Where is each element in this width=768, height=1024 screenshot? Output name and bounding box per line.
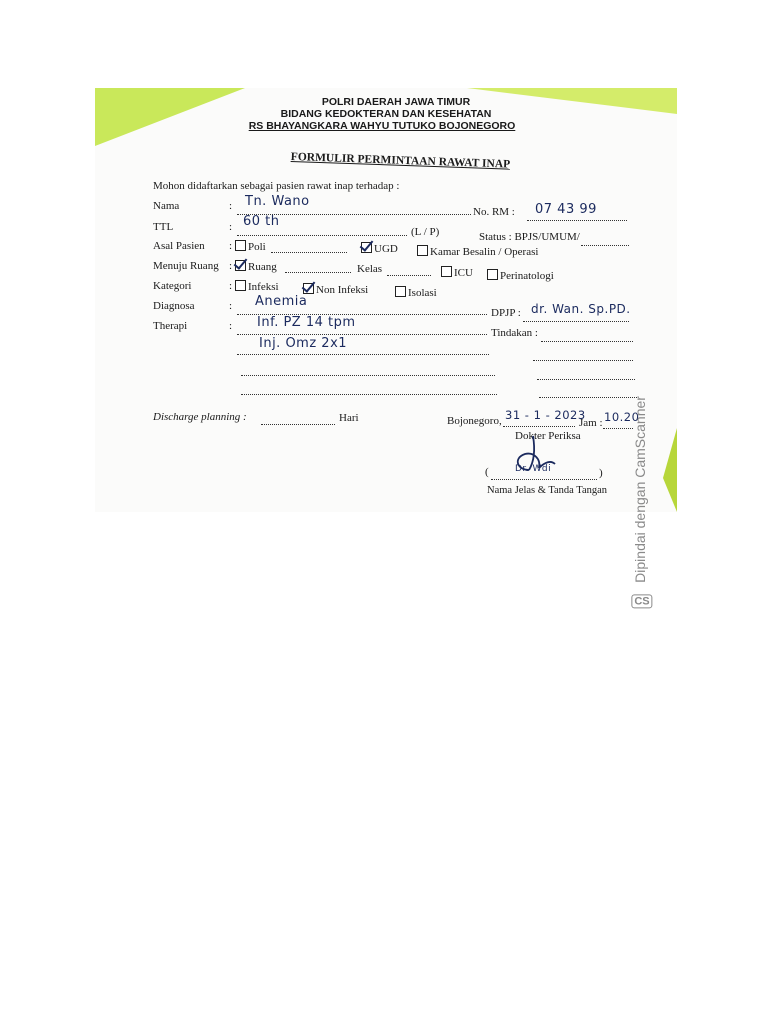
option-infeksi: Infeksi [235,280,279,293]
jam-label: Jam : [579,417,603,429]
perinatologi-checkbox [487,269,498,280]
status-label: Status : BPJS/UMUM/ [479,231,580,243]
isolasi-checkbox [395,286,406,297]
no-rm-value: 07 43 99 [535,202,597,217]
signature-name: Dr. Wdi [515,464,552,474]
diagnosa-value: Anemia [255,294,308,309]
scanned-document: POLRI DAERAH JAWA TIMUR BIDANG KEDOKTERAN DAN KESEHATAN RS BHAYANGKARA WAHYU TUTUKO BOJONEGORO FORMULIR PERMINTAAN RAWAT INAP Mohon didaftarkan sebagai pasien rawat inap terhadap : Nama : Tn. Wano No. RM : 07 43 99 TTL : 60 th (L / P) Status : BPJS/UMUM/ Asal Pasien : Poli UGD Kamar Besalin / Operasi Menuju Ruang : Ruang Kelas ICU Perinatologi Kategori : Infeksi Non Infeksi Isolasi Diagnosa : Anemia DPJP : dr. Wan. Sp.PD. Therapi : Inf. PZ 14 tpm Tindakan : Inj. Omz 2x1 Discharge planning : Hari Bojonegoro, 31 - 1 - 2023 Jam : 10.20 Dokter Periksa ( Dr. Wdi ) Nama Jelas & Tanda Tangan [95,88,677,512]
option-ugd: UGD [361,242,398,255]
option-poli: Poli [235,240,266,253]
nama-value: Tn. Wano [245,194,310,209]
nama-jelas-label: Nama Jelas & Tanda Tangan [487,485,608,496]
ugd-checkbox [361,242,372,253]
lp-label: (L / P) [411,226,440,238]
form-title: FORMULIR PERMINTAAN RAWAT INAP [290,151,511,171]
dokter-periksa-label: Dokter Periksa [515,430,581,442]
form-intro: Mohon didaftarkan sebagai pasien rawat inap terhadap : [153,180,400,192]
non-infeksi-checkbox [303,283,314,294]
camscanner-watermark [632,396,649,612]
letterhead-line-1: POLRI DAERAH JAWA TIMUR [321,96,471,108]
folder-side-decoration [663,428,677,512]
kategori-label: Kategori [153,280,192,292]
discharge-planning-label: Discharge planning : [153,411,247,423]
discharge-unit: Hari [339,412,359,424]
camscanner-logo-icon: CS [631,594,652,608]
dpjp-label: DPJP : [491,307,521,319]
watermark-text: Dipindai dengan CamScanner [632,396,648,583]
date-value: 31 - 1 - 2023 [505,408,586,422]
ttl-label: TTL [153,221,174,233]
letterhead-line-3: RS BHAYANGKARA WAHYU TUTUKO BOJONEGORO [248,120,516,132]
doctor-signature [505,434,565,484]
diagnosa-label: Diagnosa [153,300,195,312]
ttl-value: 60 th [243,214,280,229]
kamar-checkbox [417,245,428,256]
therapi-line-1: Inf. PZ 14 tpm [257,315,356,330]
option-non-infeksi: Non Infeksi [303,283,368,296]
asal-pasien-label: Asal Pasien [153,240,205,252]
no-rm-label: No. RM : [473,206,515,218]
place-label: Bojonegoro, [447,415,502,427]
kelas-label: Kelas [357,263,383,275]
icu-checkbox [441,266,452,277]
nama-label: Nama [153,200,180,212]
infeksi-checkbox [235,280,246,291]
option-ruang: Ruang [235,260,277,273]
jam-value: 10.20 [604,410,640,424]
ruang-checkbox [235,260,246,271]
therapi-label: Therapi [153,320,188,332]
therapi-line-2: Inj. Omz 2x1 [259,336,348,351]
option-icu: ICU [441,266,473,279]
option-kamar-besalin: Kamar Besalin / Operasi [417,245,538,258]
menuju-ruang-label: Menuju Ruang [153,260,219,272]
option-isolasi: Isolasi [395,286,437,299]
tindakan-label: Tindakan : [491,327,538,339]
option-perinatologi: Perinatologi [487,269,554,282]
letterhead-line-2: BIDANG KEDOKTERAN DAN KESEHATAN [280,108,492,120]
poli-checkbox [235,240,246,251]
letterhead [95,96,677,132]
dpjp-value: dr. Wan. Sp.PD. [531,302,631,316]
